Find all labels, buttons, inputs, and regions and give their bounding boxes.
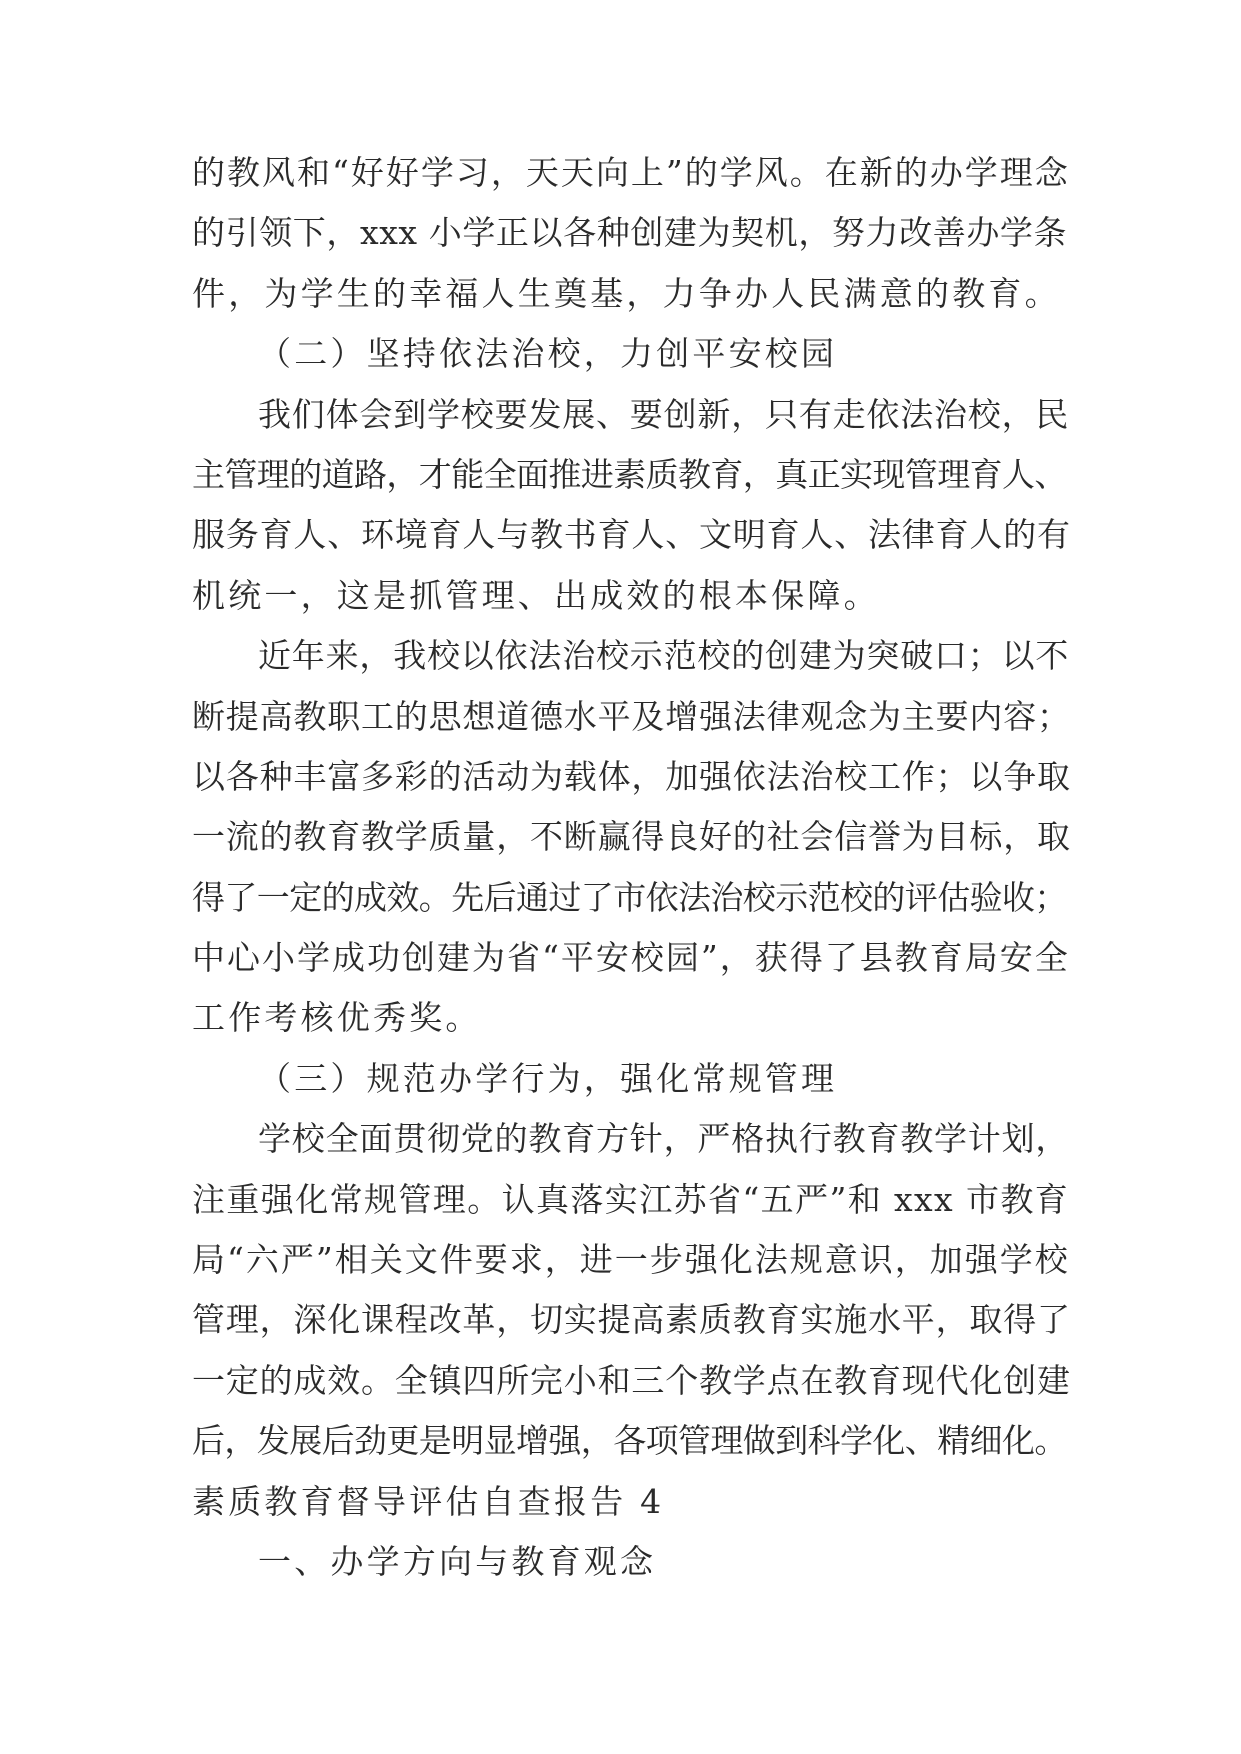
paragraph-line: 主管理的道路，才能全面推进素质教育，真正实现管理育人、 <box>192 454 1067 494</box>
paragraph-line: 局“六严”相关文件要求，进一步强化法规意识，加强学校 <box>192 1240 1070 1280</box>
paragraph-line: 得了一定的成效。先后通过了市依法治校示范校的评估验收； <box>192 877 1067 917</box>
paragraph-line: 学校全面贯彻党的教育方针，严格执行教育教学计划， <box>258 1119 1070 1159</box>
paragraph-line: 后，发展后劲更是明显增强，各项管理做到科学化、精细化。 <box>192 1421 1067 1461</box>
paragraph-line: 工作考核优秀奖。 <box>192 998 482 1038</box>
paragraph-line: 我们体会到学校要发展、要创新，只有走依法治校，民 <box>258 394 1070 434</box>
document-body <box>192 143 1072 1592</box>
paragraph-line: 的教风和“好好学习，天天向上”的学风。在新的办学理念 <box>192 153 1070 192</box>
paragraph-line: 件，为学生的幸福人生奠基，力争办人民满意的教育。 <box>192 273 1061 313</box>
section-heading: 一、办学方向与教育观念 <box>258 1541 657 1581</box>
paragraph-line: 一定的成效。全镇四所完小和三个教学点在教育现代化创建 <box>192 1360 1071 1400</box>
section-heading: （二）坚持依法治校，力创平安校园 <box>258 334 838 374</box>
paragraph-line: 断提高教职工的思想道德水平及增强法律观念为主要内容； <box>192 696 1071 736</box>
paragraph-line: 注重强化常规管理。认真落实江苏省“五严”和 xxx 市教育 <box>192 1179 1070 1219</box>
paragraph-line: 服务育人、环境育人与教书育人、文明育人、法律育人的有 <box>192 515 1071 555</box>
section-heading: （三）规范办学行为，强化常规管理 <box>258 1058 838 1098</box>
paragraph-line: 管理，深化课程改革，切实提高素质教育实施水平，取得了 <box>192 1300 1071 1340</box>
paragraph-line: 机统一，这是抓管理、出成效的根本保障。 <box>192 575 880 615</box>
paragraph-line: 近年来，我校以依法治校示范校的创建为突破口；以不 <box>258 636 1070 676</box>
paragraph-line: 以各种丰富多彩的活动为载体，加强依法治校工作；以争取 <box>192 756 1071 796</box>
paragraph-line: 中心小学成功创建为省“平安校园”，获得了县教育局安全 <box>192 938 1070 978</box>
report-title: 素质教育督导评估自查报告 4 <box>192 1481 665 1521</box>
paragraph-line: 一流的教育教学质量，不断赢得良好的社会信誉为目标，取 <box>192 817 1071 857</box>
paragraph-line: 的引领下，xxx 小学正以各种创建为契机，努力改善办学条 <box>192 213 1068 253</box>
